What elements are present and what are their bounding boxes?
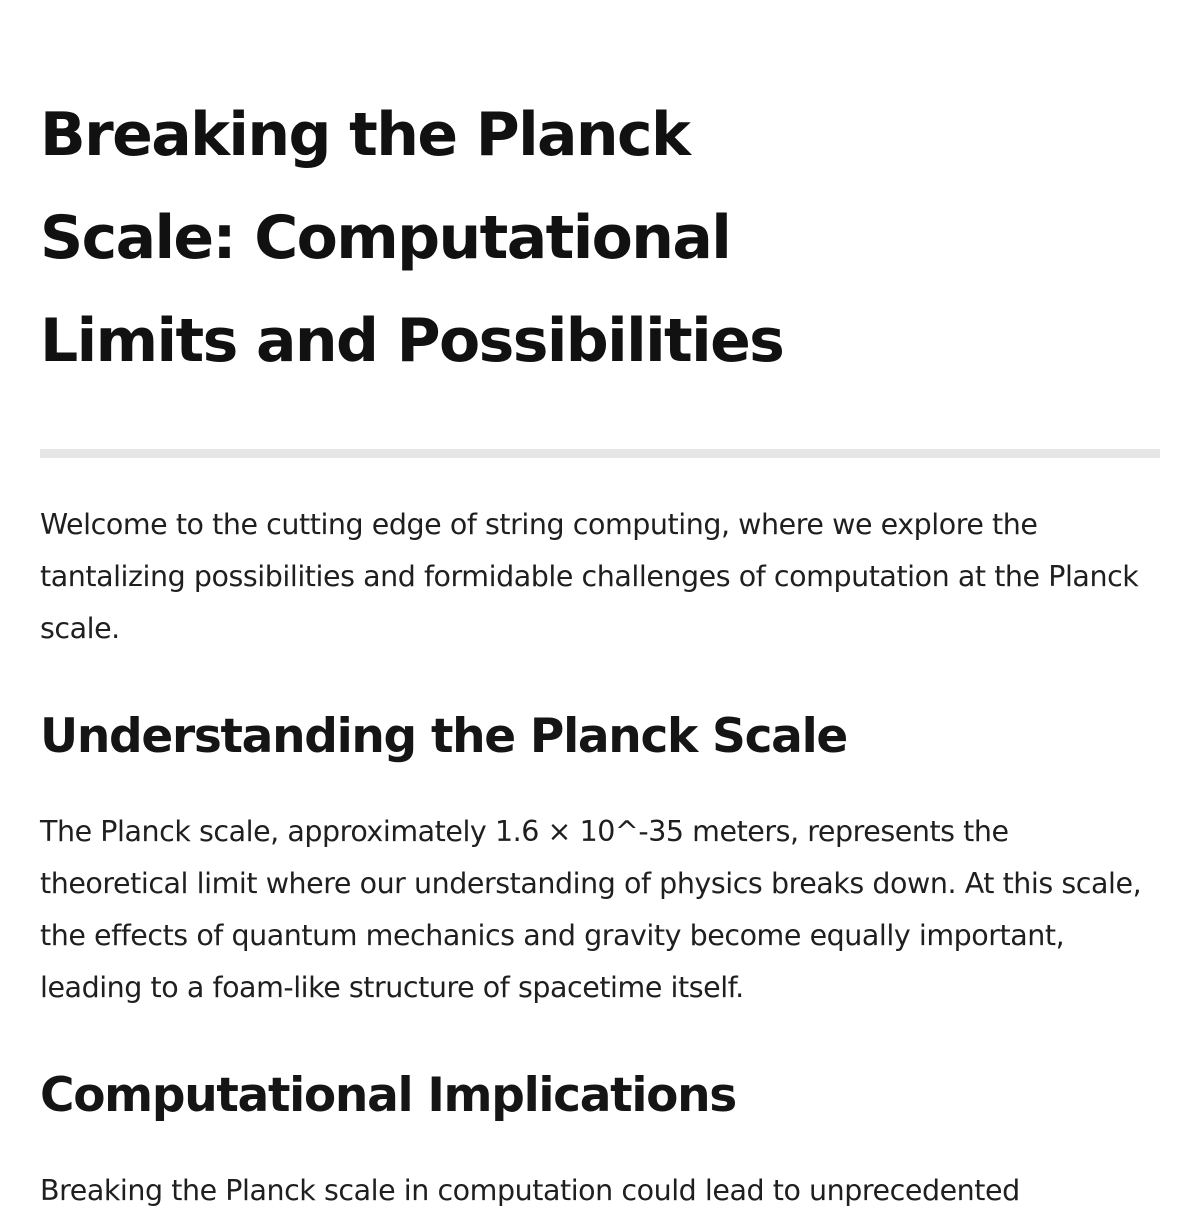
title-divider	[40, 449, 1160, 458]
section-paragraph: The Planck scale, approximately 1.6 × 10^-35 meters, represents the theoretical limit where our understanding of physics breaks down. At this scale, the effects of quantum mechanics and gravity become equally important, leading to a foam-like structure of spacetime itself.	[40, 815, 1142, 1004]
section-paragraph: Breaking the Planck scale in computation could lead to unprecedented	[40, 1174, 1020, 1207]
section-understanding-planck-scale	[40, 707, 1160, 1014]
article	[40, 0, 1160, 1217]
section-heading: Understanding the Planck Scale	[40, 709, 847, 764]
section-heading: Computational Implications	[40, 1068, 736, 1123]
section-computational-implications	[40, 1066, 1160, 1217]
page-title: Breaking the Planck Scale: Computational Limits and Possibilities	[40, 100, 784, 376]
intro-paragraph: Welcome to the cutting edge of string computing, where we explore the tantalizing possibilities and formidable challenges of computation at the Planck scale.	[40, 508, 1139, 645]
